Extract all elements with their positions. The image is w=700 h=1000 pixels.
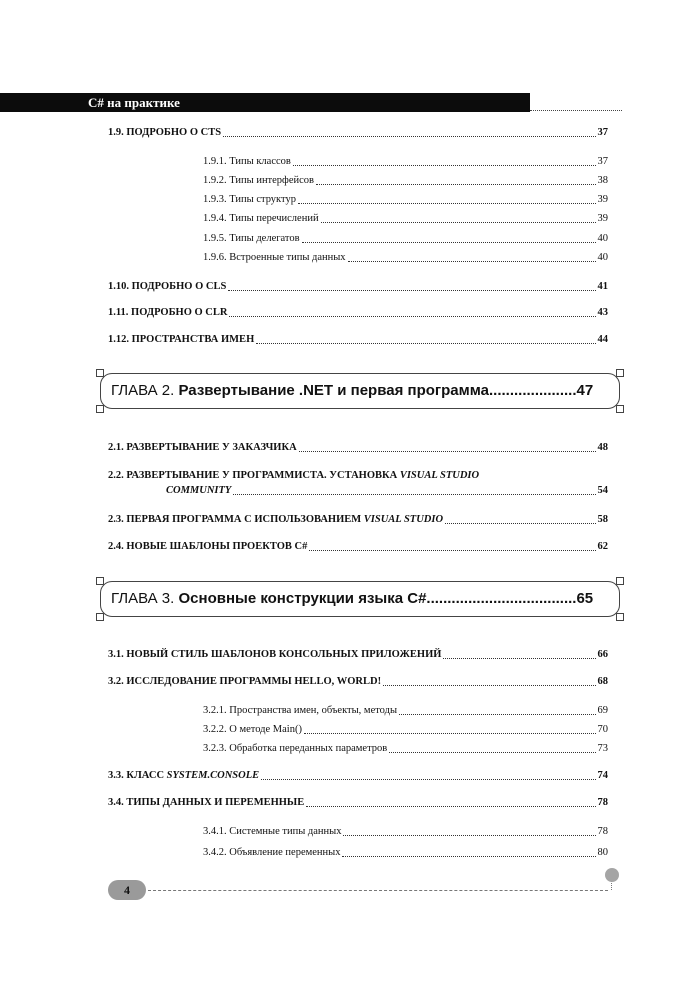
toc-entry-1-11[interactable] [108, 306, 608, 320]
toc-leader [321, 222, 596, 223]
chapter-label: ГЛАВА 3. [111, 590, 179, 607]
toc-page: 58 [597, 514, 608, 525]
chapter-leader: .................................... [426, 590, 577, 607]
toc-title: ПОДРОБНО О CLS [129, 281, 227, 292]
toc-page: 39 [597, 213, 608, 224]
toc-leader [343, 835, 595, 836]
toc-entry-3-4-2[interactable] [203, 846, 608, 860]
toc-leader [443, 658, 595, 659]
toc-leader [316, 184, 595, 185]
corner-notch [616, 577, 624, 585]
toc-title: ПЕРВАЯ ПРОГРАММА С ИСПОЛЬЗОВАНИЕМ [123, 514, 364, 525]
footer-dot-icon [605, 868, 619, 882]
header-rule [530, 110, 622, 111]
toc-title: КЛАСС [123, 770, 167, 781]
chapter-2-text [111, 374, 593, 408]
toc-number: 1.10. [108, 281, 129, 292]
toc-entry-1-10[interactable] [108, 280, 608, 294]
toc-number: 3.2. [108, 676, 124, 687]
toc-number: 1.9.2. [203, 175, 227, 186]
toc-page: 62 [597, 541, 608, 552]
toc-title: Объявление переменных [226, 847, 341, 858]
toc-leader [399, 714, 595, 715]
toc-title-italic: VISUAL STUDIO [363, 514, 444, 525]
toc-leader [298, 203, 596, 204]
toc-leader [302, 242, 596, 243]
toc-number: 3.1. [108, 649, 124, 660]
toc-leader [223, 136, 595, 137]
toc-entry-2-1[interactable] [108, 441, 608, 455]
toc-number: 2.3. [108, 514, 124, 525]
toc-leader [306, 806, 595, 807]
toc-leader [233, 494, 595, 495]
corner-notch [96, 613, 104, 621]
toc-number: 2.1. [108, 442, 124, 453]
toc-page: 38 [597, 175, 608, 186]
toc-title: ПОДРОБНО О CLR [128, 307, 228, 318]
toc-entry-1-9-6[interactable] [203, 251, 608, 265]
corner-notch [616, 369, 624, 377]
toc-page: 39 [597, 194, 608, 205]
toc-number: 3.3. [108, 770, 124, 781]
toc-leader [261, 779, 595, 780]
toc-title: Типы перечислений [226, 213, 319, 224]
toc-entry-2-3[interactable] [108, 513, 608, 527]
chapter-3-text [111, 582, 593, 616]
toc-line-2 [108, 483, 608, 498]
toc-entry-3-2-3[interactable] [203, 742, 608, 756]
toc-leader [229, 316, 595, 317]
toc-number: 1.11. [108, 307, 129, 318]
toc-page: 78 [597, 797, 608, 808]
chapter-page: 47 [576, 382, 594, 399]
toc-page: 78 [597, 826, 608, 837]
toc-title: Пространства имен, объекты, методы [226, 705, 398, 716]
chapter-page: 65 [576, 590, 594, 607]
toc-title: Типы классов [226, 156, 291, 167]
toc-entry-2-4[interactable] [108, 540, 608, 554]
toc-entry-3-4[interactable] [108, 796, 608, 810]
chapter-3-heading[interactable] [100, 581, 620, 617]
toc-entry-3-2[interactable] [108, 675, 608, 689]
corner-notch [616, 613, 624, 621]
toc-number: 3.2.2. [203, 724, 227, 735]
toc-title-italic: SYSTEM.CONSOLE [166, 770, 260, 781]
toc-entry-1-9-2[interactable] [203, 174, 608, 188]
toc-title: Системные типы данных [226, 826, 342, 837]
corner-notch [96, 369, 104, 377]
toc-entry-3-1[interactable] [108, 648, 608, 662]
toc-leader [445, 523, 595, 524]
toc-page: 43 [597, 307, 608, 318]
toc-number: 2.2. [108, 470, 124, 481]
toc-title: Типы делегатов [226, 233, 300, 244]
toc-page: 70 [597, 724, 608, 735]
toc-title: РАЗВЕРТЫВАНИЕ У ПРОГРАММИСТА. УСТАНОВКА [123, 470, 400, 481]
toc-page: 37 [597, 127, 608, 138]
chapter-leader: ..................... [488, 382, 577, 399]
toc-page: 74 [597, 770, 608, 781]
chapter-title: Развертывание .NET и первая программа [178, 382, 489, 399]
toc-number: 1.9. [108, 127, 124, 138]
toc-page: 40 [597, 252, 608, 263]
toc-number: 1.9.4. [203, 213, 227, 224]
toc-title: НОВЫЙ СТИЛЬ ШАБЛОНОВ КОНСОЛЬНЫХ ПРИЛОЖЕНИЙ [123, 649, 442, 660]
toc-entry-1-9-3[interactable] [203, 193, 608, 207]
toc-number: 3.4. [108, 797, 124, 808]
toc-number: 1.9.3. [203, 194, 227, 205]
toc-leader [389, 752, 595, 753]
toc-leader [304, 733, 596, 734]
chapter-label: ГЛАВА 2. [111, 382, 179, 399]
toc-entry-3-2-2[interactable] [203, 723, 608, 737]
toc-number: 1.9.6. [203, 252, 227, 263]
toc-number: 3.4.2. [203, 847, 227, 858]
toc-title: ИССЛЕДОВАНИЕ ПРОГРАММЫ HELLO, WORLD! [123, 676, 382, 687]
toc-number: 2.4. [108, 541, 124, 552]
toc-number: 1.9.5. [203, 233, 227, 244]
toc-page: 37 [597, 156, 608, 167]
toc-leader [256, 343, 595, 344]
toc-page: 66 [597, 649, 608, 660]
corner-notch [96, 405, 104, 413]
page-number-badge: 4 [108, 880, 146, 900]
toc-page: 40 [597, 233, 608, 244]
chapter-title: Основные конструкции языка C# [178, 590, 427, 607]
toc-title: ТИПЫ ДАННЫХ И ПЕРЕМЕННЫЕ [123, 797, 305, 808]
toc-title-italic: VISUAL STUDIO [399, 470, 480, 481]
toc-entry-3-3[interactable] [108, 769, 608, 783]
toc-leader [293, 165, 596, 166]
toc-page: 54 [597, 485, 608, 496]
toc-entry-1-9-5[interactable] [203, 232, 608, 246]
toc-title: ПРОСТРАНСТВА ИМЕН [129, 334, 255, 345]
toc-title: Типы интерфейсов [226, 175, 315, 186]
toc-title: Обработка переданных параметров [226, 743, 388, 754]
toc-page: 80 [597, 847, 608, 858]
running-header [0, 93, 530, 112]
toc-title: Типы структур [226, 194, 296, 205]
toc-leader [228, 290, 595, 291]
toc-title: О методе Main() [226, 724, 302, 735]
toc-number: 3.2.3. [203, 743, 227, 754]
corner-notch [616, 405, 624, 413]
toc-entry-3-2-1[interactable] [203, 704, 608, 718]
toc-line-1 [108, 468, 608, 483]
chapter-2-heading[interactable] [100, 373, 620, 409]
toc-page: 73 [597, 743, 608, 754]
toc-entry-1-12[interactable] [108, 333, 608, 347]
footer-rule [148, 890, 608, 891]
toc-entry-1-9-1[interactable] [203, 155, 608, 169]
toc-entry-1-9-4[interactable] [203, 212, 608, 226]
toc-entry-1-9[interactable] [108, 126, 608, 140]
toc-title: ПОДРОБНО О CTS [123, 127, 222, 138]
toc-page: 44 [597, 334, 608, 345]
toc-number: 1.9.1. [203, 156, 227, 167]
toc-title: РАЗВЕРТЫВАНИЕ У ЗАКАЗЧИКА [123, 442, 297, 453]
header-title: C# на практике [88, 95, 180, 110]
toc-title: НОВЫЕ ШАБЛОНЫ ПРОЕКТОВ C# [123, 541, 308, 552]
toc-number: 3.2.1. [203, 705, 227, 716]
toc-leader [383, 685, 595, 686]
toc-title-cont: COMMUNITY [166, 485, 232, 496]
toc-number: 3.4.1. [203, 826, 227, 837]
toc-leader [309, 550, 595, 551]
toc-leader [342, 856, 595, 857]
toc-page: 69 [597, 705, 608, 716]
toc-title: Встроенные типы данных [226, 252, 346, 263]
toc-page: 41 [597, 281, 608, 292]
corner-notch [96, 577, 104, 585]
toc-leader [299, 451, 596, 452]
toc-number: 1.12. [108, 334, 129, 345]
toc-page: 48 [597, 442, 608, 453]
toc-entry-2-2[interactable] [108, 468, 608, 498]
toc-entry-3-4-1[interactable] [203, 825, 608, 839]
toc-leader [348, 261, 596, 262]
toc-page: 68 [597, 676, 608, 687]
